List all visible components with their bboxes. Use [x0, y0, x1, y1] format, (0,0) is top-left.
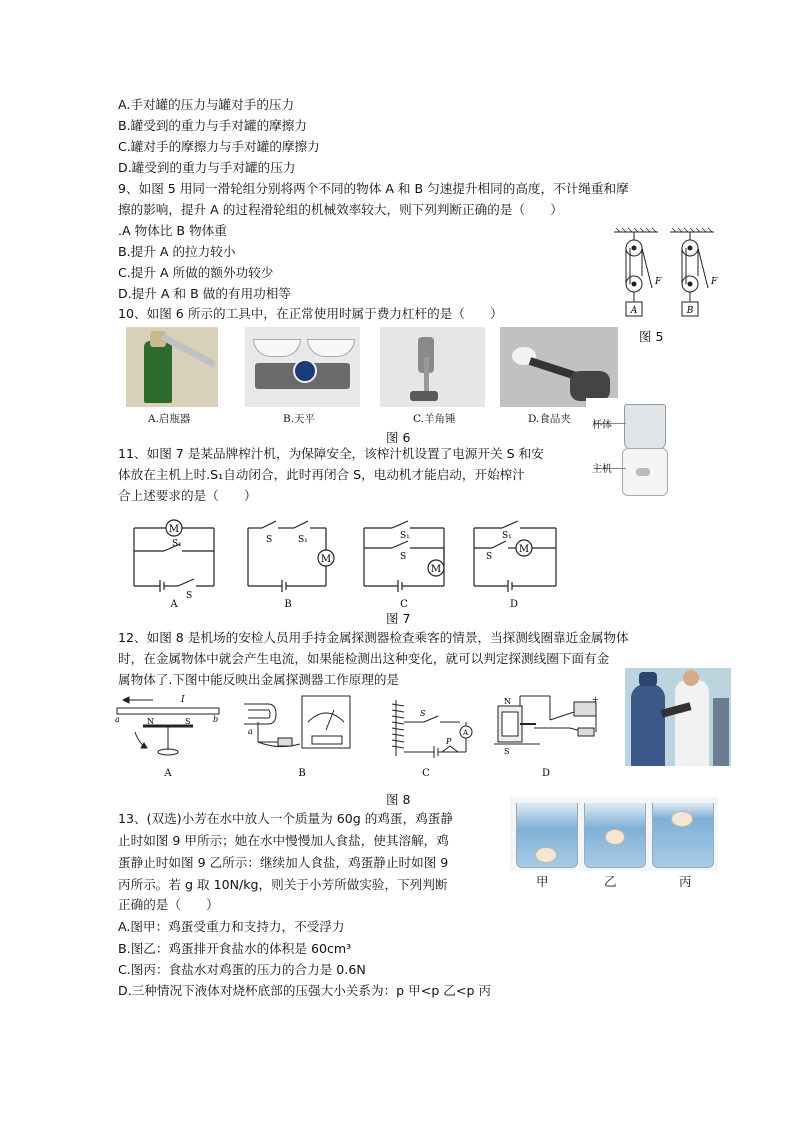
circuit-diagram-b	[240, 516, 340, 610]
q13-option-b: B.图乙：鸡蛋排开食盐水的体积是 60cm³	[118, 941, 352, 956]
switch-s-label-c: S	[400, 552, 407, 562]
q13-stem-line4: 丙所示。若 g 取 10N/kg，则关于小芳所做实验，下列判断	[118, 877, 448, 892]
beaker-label-jia: 甲	[536, 874, 549, 889]
q8-option-c: C.罐对手的摩擦力与手对罐的摩擦力	[118, 139, 320, 154]
q9-option-a: .A 物体比 B 物体重	[118, 223, 227, 238]
figure-5-pulley-diagram	[606, 226, 726, 326]
juicer-base-label: 主机	[592, 464, 612, 475]
q11-stem-line1: 11、如图 7 是某品牌榨汁机，为保障安全，该榨汁机设置了电源开关 S 和安	[118, 446, 544, 461]
force-label-f2: F	[711, 277, 718, 287]
q13-stem-line3: 蛋静止时如图 9 乙所示：继续加人食盐，鸡蛋静止时如图 9	[118, 855, 449, 870]
circuit-diagram-a	[124, 516, 224, 610]
q13-stem-line1: 13、(双选)小芳在水中放人一个质量为 60g 的鸡蛋，鸡蛋静	[118, 811, 453, 826]
figure-8-caption: 图 8	[386, 792, 411, 807]
experiment-label-c: C	[422, 768, 430, 778]
switch-s1-label-d: S₁	[502, 531, 512, 541]
q13-option-c: C.图丙：食盐水对鸡蛋的压力的合力是 0.6N	[118, 962, 366, 977]
experiment-diagram-a	[113, 692, 223, 778]
svg-text:I: I	[181, 695, 185, 705]
svg-text:S: S	[504, 747, 510, 756]
q11-stem-line3: 合上述要求的是（ ）	[118, 488, 257, 503]
circuit-diagram-d	[466, 516, 566, 610]
q13-option-a: A.图甲：鸡蛋受重力和支持力，不受浮力	[118, 919, 345, 934]
pulley-label-a: A	[630, 306, 638, 316]
circuit-label-a: A	[170, 599, 178, 610]
motor-label-b: M	[320, 554, 332, 565]
beaker-jia	[516, 803, 578, 868]
bottle-opener-photo	[126, 327, 218, 407]
tool-label-c: C.羊角锤	[413, 413, 456, 425]
beaker-label-yi: 乙	[604, 874, 617, 889]
beaker-yi	[584, 803, 646, 868]
pulley-label-b: B	[686, 306, 694, 316]
switch-s1-label-a: S₁	[172, 539, 182, 549]
switch-s-label-d: S	[486, 552, 493, 562]
circuit-diagram-c	[356, 516, 456, 610]
q11-stem-line2: 体放在主机上时.S₁自动闭合，此时再闭合 S，电动机才能启动，开始榨汁	[118, 467, 525, 482]
juicer-photo	[586, 398, 704, 502]
switch-s1-label-b: S₁	[298, 535, 308, 545]
q9-option-c: C.提升 A 所做的额外功较少	[118, 265, 274, 280]
motor-label-c: M	[430, 564, 442, 575]
beaker-label-bing: 丙	[679, 874, 692, 889]
q9-stem-line2: 擦的影响，提升 A 的过程滑轮组的机械效率较大，则下列判断正确的是（ ）	[118, 202, 563, 217]
airport-security-photo	[625, 668, 731, 766]
svg-text:a: a	[115, 715, 120, 724]
q9-stem-line1: 9、如图 5 用同一滑轮组分别将两个不同的物体 A 和 B 匀速提升相同的高度，不计绳重和摩	[118, 181, 629, 196]
q8-option-a: A.手对罐的压力与罐对手的压力	[118, 97, 295, 112]
tool-label-b: B.天平	[283, 413, 316, 425]
figure-6-caption: 图 6	[386, 430, 411, 445]
switch-s-label-a: S	[186, 591, 193, 601]
experiment-diagram-b	[238, 692, 358, 778]
force-label-f1: F	[655, 277, 662, 287]
motor-label-a: M	[168, 524, 180, 535]
tool-label-d: D.食品夹	[528, 413, 571, 425]
balance-scale-photo	[245, 327, 360, 407]
tool-label-a: A.启瓶器	[148, 413, 191, 425]
q8-option-d: D.罐受到的重力与手对罐的压力	[118, 160, 296, 175]
q12-stem-line3: 属物体了.下图中能反映出金属探测器工作原理的是	[118, 672, 400, 687]
experiment-label-d: D	[541, 768, 551, 778]
svg-text:N: N	[504, 697, 511, 706]
experiment-label-a: A	[164, 768, 172, 778]
figure-7-caption: 图 7	[386, 611, 411, 626]
svg-text:S: S	[420, 709, 426, 718]
svg-text:b: b	[213, 715, 219, 724]
svg-text:P: P	[446, 737, 452, 746]
circuit-label-b: B	[284, 599, 292, 610]
circuit-label-c: C	[400, 599, 408, 610]
motor-label-d: M	[518, 544, 530, 555]
egg-beakers-photo	[510, 797, 718, 871]
claw-hammer-photo	[380, 327, 485, 407]
switch-s-label-b: S	[266, 535, 273, 545]
juicer-cup-label: 杯体	[592, 420, 612, 431]
q8-option-b: B.罐受到的重力与手对罐的摩擦力	[118, 118, 307, 133]
beaker-bing	[652, 803, 714, 868]
q12-stem-line2: 时，在金属物体中就会产生电流，如果能检测出这种变化，就可以判定探测线圈下面有金	[118, 651, 610, 666]
figure-5-caption: 图 5	[639, 329, 664, 344]
circuit-label-d: D	[509, 599, 519, 610]
food-tongs-photo	[500, 327, 618, 407]
q10-stem: 10、如图 6 所示的工具中，在正常使用时属于费力杠杆的是（ ）	[118, 306, 503, 321]
experiment-diagram-d	[490, 692, 610, 778]
q9-option-b: B.提升 A 的拉力较小	[118, 244, 236, 259]
experiment-diagram-c	[380, 692, 490, 778]
experiment-label-b: B	[298, 768, 306, 778]
svg-text:A: A	[463, 729, 469, 737]
q9-option-d: D.提升 A 和 B 做的有用功相等	[118, 286, 291, 301]
svg-text:S: S	[185, 717, 191, 726]
switch-s1-label-c: S₁	[400, 531, 410, 541]
q13-option-d: D.三种情况下液体对烧杯底部的压强大小关系为：p 甲<p 乙<p 丙	[118, 983, 492, 998]
svg-text:N: N	[147, 717, 154, 726]
q12-stem-line1: 12、如图 8 是机场的安检人员用手持金属探测器检查乘客的情景，当探测线圈靠近金属物体	[118, 630, 629, 645]
svg-text:+: +	[592, 695, 599, 704]
q13-stem-line2: 止时如图 9 甲所示；她在水中慢慢加人食盐，使其溶解，鸡	[118, 833, 449, 848]
svg-text:a: a	[248, 727, 253, 736]
q13-stem-line5: 正确的是（ ）	[118, 897, 219, 912]
